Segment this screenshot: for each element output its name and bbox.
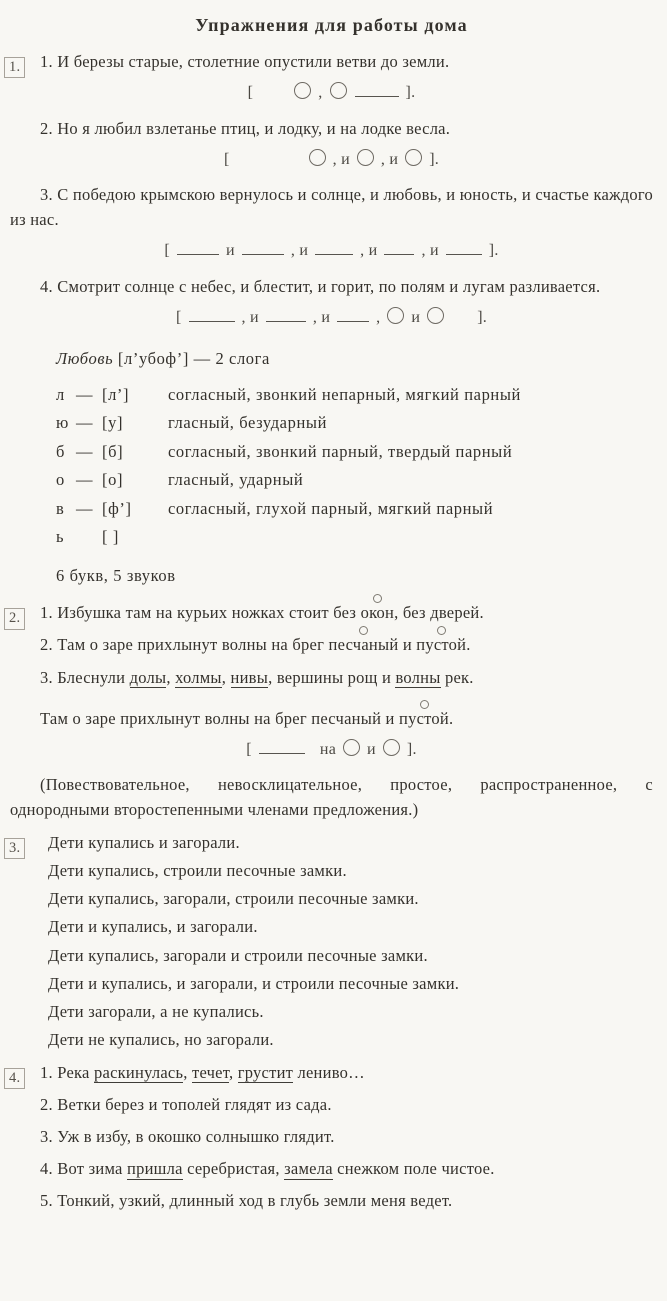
- exercise-2-marker: 2.: [4, 608, 25, 629]
- homogeneous-member-circle: [405, 149, 422, 166]
- homogeneous-member-circle: [427, 307, 444, 324]
- phonetic-row: [56, 409, 653, 437]
- exercise-4-marker: 4.: [4, 1068, 25, 1089]
- underlined-word: замела: [284, 1159, 333, 1179]
- phonetic-letter: ю: [56, 413, 69, 433]
- scheme-text: , и: [380, 150, 399, 168]
- underlined-word: течет: [192, 1062, 229, 1082]
- phonetic-sound: [у]: [102, 413, 124, 433]
- phonetic-description: согласный, звонкий непарный, мягкий парный: [168, 385, 521, 405]
- text-run: , вершины рощ и: [268, 667, 396, 687]
- scheme-text: ].: [477, 308, 488, 326]
- scheme-blank-line: [337, 307, 369, 322]
- phonetic-row: [56, 466, 653, 494]
- phonetic-sound: [ф’]: [102, 498, 132, 518]
- text-run: Там о заре прихлынут волны на брег песчаный и: [40, 708, 399, 728]
- text-run: лениво…: [293, 1062, 365, 1082]
- ring-marked-word: песчаный: [328, 635, 399, 655]
- sentence-scheme-2: [10, 148, 653, 172]
- scheme-text: на: [319, 740, 337, 758]
- text-run: (Повествовательное, невосклицательное, простое, распространенное, с однородными второстепенными членами предложения.): [10, 775, 653, 820]
- phonetic-letter: б: [56, 441, 65, 461]
- scheme-text: , и: [332, 150, 350, 168]
- phonetic-letter: л: [56, 385, 65, 405]
- homogeneous-member-circle: [330, 82, 347, 99]
- text-run: 4. Вот зима: [40, 1159, 127, 1179]
- text-run: рек.: [440, 667, 474, 687]
- phonetic-row: [56, 381, 653, 409]
- text-run: 1. Избушка там на курьих ножках стоит без: [40, 603, 361, 623]
- text-run: 1. И березы старые, столетние опустили ветви до земли.: [40, 52, 450, 72]
- text-run: 3. Блеснули: [40, 667, 130, 687]
- scheme-text: и: [411, 308, 421, 326]
- ring-marked-word: окон: [360, 603, 395, 623]
- exercise-4-sentence-2: [10, 1092, 653, 1117]
- text-run: [л’убоф’] — 2 слога: [113, 349, 270, 368]
- exercise-1-sentence-2: [10, 116, 653, 141]
- exercise-3-marker: 3.: [4, 838, 25, 859]
- scheme-blank-line: [259, 739, 305, 754]
- phonetic-dash: [76, 523, 102, 551]
- phonetic-dash: —: [76, 441, 94, 461]
- scheme-blank-line: [384, 241, 414, 256]
- exercise-2: [10, 600, 653, 822]
- exercise-3-sentence: Дети купались, строили песочные замки.: [48, 861, 347, 881]
- text-run: ,: [221, 667, 231, 687]
- phonetic-description: согласный, звонкий парный, твердый парный: [168, 441, 513, 461]
- phonetic-row: [56, 523, 653, 551]
- homogeneous-member-circle: [387, 307, 404, 324]
- exercise-4-sentence-1: [10, 1060, 653, 1085]
- scheme-blank-line: [355, 83, 399, 98]
- phonetic-letter: о: [56, 470, 65, 490]
- exercise-3-sentence: Дети и купались, и загорали, и строили песочные замки.: [48, 973, 460, 993]
- scheme-blank-line: [446, 241, 482, 256]
- scheme-text: ,: [318, 84, 323, 102]
- scheme-blank-line: [315, 241, 353, 256]
- scheme-space: [233, 163, 305, 164]
- text-run: серебристая,: [182, 1159, 285, 1179]
- exercise-1-sentence-3: [10, 182, 653, 232]
- exercise-1-sentence-4: [10, 274, 653, 299]
- scheme-blank-line: [242, 241, 284, 256]
- scheme-text: [: [223, 150, 230, 168]
- underlined-word: грустит: [237, 1062, 294, 1082]
- text-run: Любовь: [56, 349, 114, 368]
- scheme-text: ].: [429, 150, 440, 168]
- text-run: 5. Тонкий, узкий, длинный ход в глубь земли меня ведет.: [40, 1191, 453, 1211]
- exercise-2-sentence-3: [10, 665, 653, 690]
- exercise-3-sentence: Дети и купались, и загорали.: [48, 917, 258, 937]
- homogeneous-member-circle: [343, 739, 360, 756]
- ring-marked-word: пустой: [416, 635, 467, 655]
- phonetic-total: 6 букв, 5 звуков: [56, 566, 176, 586]
- phonetic-description: [168, 523, 653, 551]
- exercise-2-sentence-1: [10, 600, 653, 625]
- phonetic-sound: [ ]: [102, 526, 119, 546]
- exercise-3-sentence: Дети купались, загорали, строили песочные замки.: [48, 889, 419, 909]
- exercise-4-sentence-4: [10, 1156, 653, 1181]
- exercise-3-sentences: [10, 830, 653, 1052]
- phonetic-letter: в: [56, 498, 65, 518]
- text-run: 2. Там о заре прихлынут волны на брег: [40, 635, 329, 655]
- homogeneous-member-circle: [309, 149, 326, 166]
- text-run: и: [398, 635, 417, 655]
- scheme-text: [: [246, 740, 252, 758]
- phonetic-description: гласный, ударный: [168, 470, 304, 490]
- text-run: 2. Ветки берез и тополей глядят из сада.: [40, 1094, 332, 1114]
- scheme-text: ,: [376, 308, 381, 326]
- exercise-1-sentence-1: [10, 49, 653, 74]
- ring-marked-word: пустой: [399, 708, 449, 728]
- scheme-space: [256, 96, 290, 97]
- phonetic-sound: [б]: [102, 441, 124, 461]
- phonetic-rows: [56, 381, 653, 551]
- exercise-4-sentence-5: [10, 1188, 653, 1213]
- scheme-blank-line: [189, 307, 235, 322]
- scheme-text: , и: [312, 308, 331, 326]
- scheme-text: , и: [241, 308, 259, 326]
- phonetic-word-header: [56, 346, 653, 371]
- scheme-blank-line: [266, 307, 306, 322]
- text-run: ,: [166, 667, 176, 687]
- exercise-4: [10, 1060, 653, 1213]
- scheme-text: ].: [405, 84, 416, 102]
- scheme-text: , и: [421, 242, 439, 260]
- text-run: 3. С победою крымскою вернулось и солнце, и любовь, и юность, и счастье каждого из нас.: [10, 185, 653, 230]
- scheme-text: [: [175, 308, 182, 326]
- underlined-word: раскинулась: [94, 1062, 184, 1082]
- sentence-scheme-5: [10, 738, 653, 762]
- exercise-3-sentence: Дети не купались, но загорали.: [48, 1029, 274, 1049]
- underlined-word: нивы: [230, 667, 269, 687]
- phonetic-letter: ь: [56, 526, 65, 546]
- sentence-scheme-1: [10, 81, 653, 105]
- text-run: ,: [228, 1062, 238, 1082]
- scheme-blank-line: [177, 241, 219, 256]
- exercise-2-sentence-2: [10, 632, 653, 657]
- underlined-word: пришла: [127, 1159, 183, 1179]
- text-run: .: [466, 635, 471, 655]
- text-run: снежком поле чистое.: [332, 1159, 495, 1179]
- phonetic-row: [56, 495, 653, 523]
- exercise-3-sentence: Дети купались и загорали.: [48, 833, 240, 853]
- homogeneous-member-circle: [294, 82, 311, 99]
- phonetic-dash: —: [76, 498, 94, 518]
- scheme-text: ].: [488, 242, 499, 260]
- exercise-4-sentence-3: [10, 1124, 653, 1149]
- text-run: , без дверей.: [394, 603, 484, 623]
- scheme-space: [309, 753, 317, 754]
- phonetic-dash: —: [76, 413, 94, 433]
- phonetic-sound: [л’]: [102, 385, 130, 405]
- scheme-text: [: [247, 84, 254, 102]
- scheme-text: и: [226, 242, 235, 260]
- sentence-scheme-3: [10, 239, 653, 263]
- phonetic-dash: —: [76, 470, 94, 490]
- text-run: .: [448, 708, 454, 728]
- phonetic-sound: [о]: [102, 470, 124, 490]
- phonetic-analysis: [56, 346, 653, 588]
- phonetic-description: гласный, безударный: [168, 413, 328, 433]
- phonetic-dash: —: [76, 385, 94, 405]
- exercise-1: [10, 49, 653, 588]
- exercise-1-marker: 1.: [4, 57, 25, 78]
- text-run: 1. Река: [40, 1062, 94, 1082]
- homogeneous-member-circle: [357, 149, 374, 166]
- exercise-3-sentence: Дети купались, загорали и строили песочные замки.: [48, 945, 428, 965]
- scheme-text: ].: [406, 740, 417, 758]
- underlined-word: холмы: [175, 667, 222, 687]
- page-title: Упражнения для работы дома: [195, 15, 468, 35]
- underlined-word: волны: [395, 667, 441, 687]
- scheme-text: и: [367, 740, 376, 758]
- scheme-text: [: [164, 242, 170, 260]
- phonetic-description: согласный, глухой парный, мягкий парный: [168, 498, 494, 518]
- text-run: 2. Но я любил взлетанье птиц, и лодку, и на лодке весла.: [40, 118, 451, 138]
- text-run: ,: [183, 1062, 193, 1082]
- exercise-2-analyzed-sentence: [10, 706, 653, 731]
- scheme-text: , и: [290, 242, 309, 260]
- exercise-3-sentence: Дети загорали, а не купались.: [48, 1001, 264, 1021]
- homogeneous-member-circle: [383, 739, 400, 756]
- text-run: 3. Уж в избу, в окошко солнышко глядит.: [40, 1126, 335, 1146]
- phonetic-row: [56, 438, 653, 466]
- exercise-2-analysis-note: [10, 772, 653, 822]
- scheme-text: , и: [360, 242, 378, 260]
- scheme-space: [448, 321, 474, 322]
- sentence-scheme-4: [10, 306, 653, 330]
- underlined-word: долы: [129, 667, 167, 687]
- text-run: 4. Смотрит солнце с небес, и блестит, и горит, по полям и лугам разливается.: [40, 276, 601, 296]
- exercise-3: [10, 830, 653, 1052]
